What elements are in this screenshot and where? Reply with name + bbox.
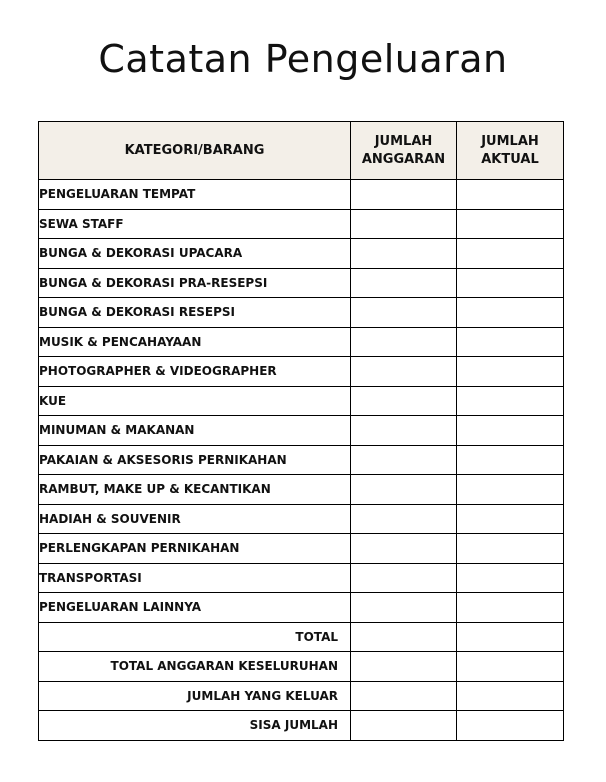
actual-amount-cell[interactable]: [457, 357, 564, 387]
column-header-actual-line1: JUMLAH: [481, 133, 539, 149]
actual-amount-cell[interactable]: [457, 298, 564, 328]
actual-amount-cell[interactable]: [457, 327, 564, 357]
summary-label: SISA JUMLAH: [39, 711, 351, 741]
actual-amount-cell[interactable]: [457, 593, 564, 623]
budget-amount-cell[interactable]: [351, 445, 457, 475]
table-body: [39, 180, 564, 741]
table-row: [39, 475, 564, 505]
budget-amount-cell[interactable]: [351, 652, 457, 682]
page-title: Catatan Pengeluaran: [98, 37, 508, 81]
category-label: BUNGA & DEKORASI PRA-RESEPSI: [39, 268, 351, 298]
category-label: TRANSPORTASI: [39, 563, 351, 593]
actual-amount-cell[interactable]: [457, 386, 564, 416]
table-row: [39, 563, 564, 593]
budget-amount-cell[interactable]: [351, 534, 457, 564]
actual-amount-cell[interactable]: [457, 180, 564, 210]
actual-amount-cell[interactable]: [457, 416, 564, 446]
actual-amount-cell[interactable]: [457, 681, 564, 711]
table-header-row: [39, 122, 564, 180]
summary-row: [39, 711, 564, 741]
budget-amount-cell[interactable]: [351, 298, 457, 328]
budget-amount-cell[interactable]: [351, 622, 457, 652]
category-label: HADIAH & SOUVENIR: [39, 504, 351, 534]
summary-row: [39, 652, 564, 682]
budget-amount-cell[interactable]: [351, 563, 457, 593]
table-row: [39, 298, 564, 328]
table-row: [39, 239, 564, 269]
category-label: MUSIK & PENCAHAYAAN: [39, 327, 351, 357]
actual-amount-cell[interactable]: [457, 534, 564, 564]
category-label: PENGELUARAN LAINNYA: [39, 593, 351, 623]
actual-amount-cell[interactable]: [457, 622, 564, 652]
table-row: [39, 357, 564, 387]
budget-amount-cell[interactable]: [351, 416, 457, 446]
actual-amount-cell[interactable]: [457, 475, 564, 505]
category-label: PENGELUARAN TEMPAT: [39, 180, 351, 210]
budget-amount-cell[interactable]: [351, 209, 457, 239]
category-label: BUNGA & DEKORASI UPACARA: [39, 239, 351, 269]
budget-amount-cell[interactable]: [351, 593, 457, 623]
budget-amount-cell[interactable]: [351, 386, 457, 416]
category-label: BUNGA & DEKORASI RESEPSI: [39, 298, 351, 328]
actual-amount-cell[interactable]: [457, 239, 564, 269]
summary-label: JUMLAH YANG KELUAR: [39, 681, 351, 711]
budget-amount-cell[interactable]: [351, 357, 457, 387]
summary-row: [39, 681, 564, 711]
budget-amount-cell[interactable]: [351, 681, 457, 711]
table-row: [39, 209, 564, 239]
table-row: [39, 504, 564, 534]
summary-label: TOTAL ANGGARAN KESELURUHAN: [39, 652, 351, 682]
column-header-category: KATEGORI/BARANG: [39, 122, 351, 180]
category-label: KUE: [39, 386, 351, 416]
table-row: [39, 593, 564, 623]
column-header-actual-line2: AKTUAL: [481, 151, 539, 167]
budget-amount-cell[interactable]: [351, 504, 457, 534]
category-label: MINUMAN & MAKANAN: [39, 416, 351, 446]
actual-amount-cell[interactable]: [457, 504, 564, 534]
category-label: PHOTOGRAPHER & VIDEOGRAPHER: [39, 357, 351, 387]
category-label: SEWA STAFF: [39, 209, 351, 239]
actual-amount-cell[interactable]: [457, 711, 564, 741]
budget-amount-cell[interactable]: [351, 327, 457, 357]
table-row: [39, 180, 564, 210]
category-label: PAKAIAN & AKSESORIS PERNIKAHAN: [39, 445, 351, 475]
expense-table: [38, 121, 564, 741]
budget-amount-cell[interactable]: [351, 239, 457, 269]
actual-amount-cell[interactable]: [457, 209, 564, 239]
category-label: PERLENGKAPAN PERNIKAHAN: [39, 534, 351, 564]
budget-amount-cell[interactable]: [351, 475, 457, 505]
actual-amount-cell[interactable]: [457, 445, 564, 475]
table-row: [39, 416, 564, 446]
column-header-budget: [351, 122, 457, 180]
summary-label: TOTAL: [39, 622, 351, 652]
table-row: [39, 327, 564, 357]
actual-amount-cell[interactable]: [457, 652, 564, 682]
actual-amount-cell[interactable]: [457, 563, 564, 593]
table-row: [39, 386, 564, 416]
table-row: [39, 445, 564, 475]
summary-row: [39, 622, 564, 652]
category-label: RAMBUT, MAKE UP & KECANTIKAN: [39, 475, 351, 505]
budget-amount-cell[interactable]: [351, 268, 457, 298]
budget-amount-cell[interactable]: [351, 711, 457, 741]
actual-amount-cell[interactable]: [457, 268, 564, 298]
column-header-budget-line1: JUMLAH: [374, 133, 433, 149]
column-header-budget-line2: ANGGARAN: [361, 151, 446, 167]
table-row: [39, 534, 564, 564]
column-header-actual: [457, 122, 564, 180]
table-row: [39, 268, 564, 298]
budget-amount-cell[interactable]: [351, 180, 457, 210]
